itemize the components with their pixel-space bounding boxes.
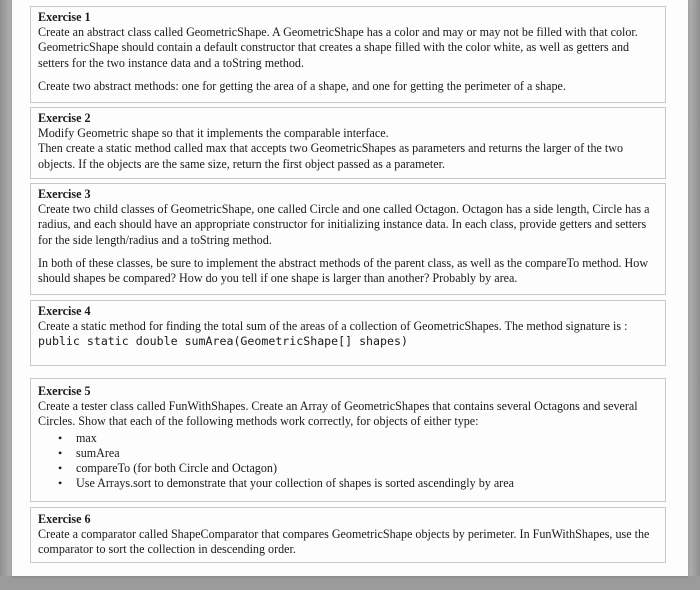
list-item: • max [76,431,659,446]
exercise-5-title: Exercise 5 [38,384,91,398]
page-edge-right [688,0,700,590]
exercise-4-description: Create a static method for finding the total sum of the areas of a collection of GeometricShapes. The method signature is : [38,319,628,334]
exercise-1-paragraph-1: Create an abstract class called GeometricShape. A GeometricShape has a color and may or may not be filled with that color. GeometricShape should contain a default constructor that creates a shape filled with the color white, as well as getters and setters for the two instance data and a toString method. [38,25,638,70]
exercise-1-title: Exercise 1 [38,10,91,24]
exercise-6-title: Exercise 6 [38,512,91,526]
exercise-3-box [30,183,666,295]
exercise-4-text [38,319,659,349]
page-edge-bottom [0,576,700,590]
exercise-4-box [30,300,666,366]
exercise-3-paragraph-1: Create two child classes of GeometricShape, one called Circle and one called Octagon. Octagon has a side length, Circle has a radius, and each should have an appropriate constructor for initializing instance data. In each class, provide getters and setters for the side length/radius and a toString method. [38,202,650,247]
exercise-1-box [30,6,666,103]
exercise-6-box [30,507,666,563]
exercise-2-paragraph-2: Then create a static method called max that accepts two GeometricShapes as parameters and returns the larger of the two objects. If the objects are the same size, return the first object passed as a parameter. [38,141,624,171]
exercise-1-paragraph-2: Create two abstract methods: one for getting the area of a shape, and one for getting the perimeter of a shape. [38,78,566,93]
exercise-2-paragraph-1: Modify Geometric shape so that it implements the comparable interface. [38,126,389,141]
exercise-2-box [30,107,666,179]
exercise-5-text: Create a tester class called FunWithShapes. Create an Array of GeometricShapes that contains several Octagons and several Circles. Show that each of the following methods work correctly, for objects of either type: [38,399,638,429]
page-edge-left [0,0,12,590]
list-item: • sumArea [76,446,659,461]
exercise-5-box [30,378,666,502]
exercise-3-paragraph-2: In both of these classes, be sure to implement the abstract methods of the parent class, as well as the compareTo method. How should shapes be compared? How do you tell if one shape is larger than another? Probably by area. [38,255,649,286]
exercise-5-bullet-list [38,431,659,492]
exercise-6-text: Create a comparator called ShapeComparator that compares GeometricShape objects by perimeter. In FunWithShapes, use the comparator to sort the collection in descending order. [38,527,650,557]
exercise-4-title: Exercise 4 [38,304,91,318]
exercise-2-title: Exercise 2 [38,111,91,125]
list-item: • Use Arrays.sort to demonstrate that your collection of shapes is sorted ascendingly by area [76,476,659,491]
exercise-3-title: Exercise 3 [38,187,91,201]
list-item: • compareTo (for both Circle and Octagon) [76,461,659,476]
exercise-4-code-signature: public static double sumArea(GeometricShape[] shapes) [38,334,408,349]
